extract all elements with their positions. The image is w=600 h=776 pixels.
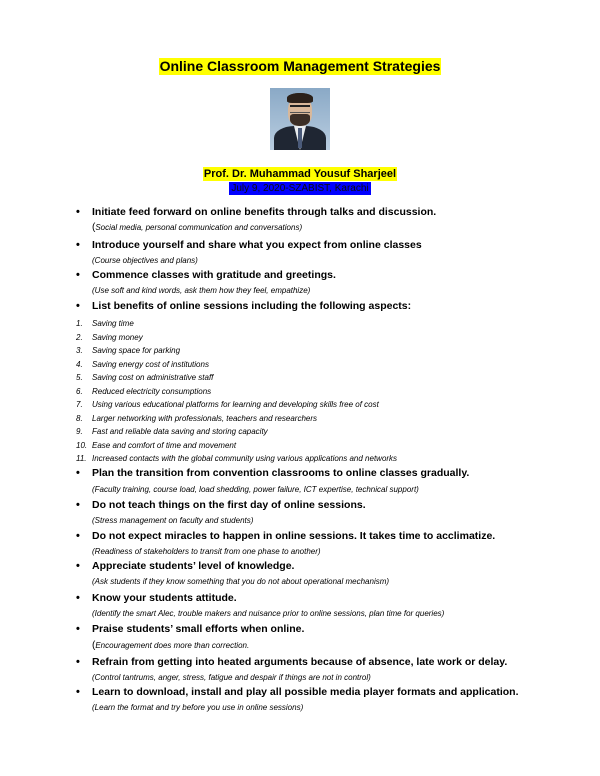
bullet-item: Commence classes with gratitude and greetings. [92, 269, 336, 281]
bullet-item: Initiate feed forward on online benefits through talks and discussion. [92, 206, 437, 218]
bullet-note: (Stress management on faculty and students) [92, 516, 254, 525]
note-text: Encouragement does more than correction. [95, 641, 250, 650]
bullet-note: (Faculty training, course load, load shedding, power failure, ICT expertise, technical support) [92, 485, 419, 494]
bullet-item: Know your students attitude. [92, 592, 237, 604]
list-item: Using various educational platforms for learning and developing skills free of cost [92, 400, 379, 409]
bullet-note: (Learn the format and try before you use in online sessions) [92, 703, 304, 712]
photo-tie [298, 128, 302, 148]
list-number: 1. [76, 319, 83, 328]
note-prefix: ( [92, 222, 96, 233]
list-number: 2. [76, 333, 83, 342]
list-number: 6. [76, 387, 83, 396]
photo-beard [290, 114, 310, 126]
page-title: Online Classroom Management Strategies [159, 58, 441, 74]
bullet-icon: • [76, 530, 80, 542]
list-number: 4. [76, 360, 83, 369]
bullet-icon: • [76, 206, 80, 218]
bullet-note [92, 222, 302, 233]
bullet-icon: • [76, 592, 80, 604]
bullet-item: Learn to download, install and play all possible media player formats and application. [92, 686, 519, 698]
list-number: 7. [76, 400, 83, 409]
bullet-note: (Control tantrums, anger, stress, fatigue and despair if things are not in control) [92, 673, 371, 682]
list-item: Saving money [92, 333, 143, 342]
list-item: Saving cost on administrative staff [92, 373, 214, 382]
portrait-photo [270, 88, 330, 150]
note-prefix: ( [92, 640, 96, 651]
bullet-icon: • [76, 656, 80, 668]
list-item: Reduced electricity consumptions [92, 387, 212, 396]
date-block [0, 178, 600, 196]
list-number: 3. [76, 346, 83, 355]
bullet-note: (Readiness of stakeholders to transit from one phase to another) [92, 547, 321, 556]
bullet-item: List benefits of online sessions including the following aspects: [92, 300, 412, 312]
bullet-item: Praise students’ small efforts when online. [92, 623, 305, 635]
bullet-icon: • [76, 560, 80, 572]
bullet-icon: • [76, 467, 80, 479]
list-item: Increased contacts with the global community using various applications and networks [92, 454, 398, 463]
list-number: 5. [76, 373, 83, 382]
list-item: Saving energy cost of institutions [92, 360, 209, 369]
bullet-item: Do not teach things on the first day of online sessions. [92, 499, 366, 511]
bullet-note: (Course objectives and plans) [92, 256, 198, 265]
note-text: Social media, personal communication and conversations) [95, 223, 303, 232]
list-item: Saving time [92, 319, 134, 328]
list-number: 10. [76, 441, 88, 450]
author-name: Prof. Dr. Muhammad Yousuf Sharjeel [203, 168, 397, 180]
bullet-note: (Ask students if they know something that you do not about operational mechanism) [92, 577, 390, 586]
list-item: Ease and comfort of time and movement [92, 441, 237, 450]
list-number: 8. [76, 414, 83, 423]
bullet-item: Introduce yourself and share what you expect from online classes [92, 239, 422, 251]
bullet-icon: • [76, 686, 80, 698]
bullet-icon: • [76, 623, 80, 635]
list-number: 9. [76, 427, 83, 436]
bullet-item: Do not expect miracles to happen in online sessions. It takes time to acclimatize. [92, 530, 496, 542]
bullet-icon: • [76, 300, 80, 312]
bullet-note: (Use soft and kind words, ask them how they feel, empathize) [92, 286, 311, 295]
list-item: Fast and reliable data saving and storing capacity [92, 427, 268, 436]
bullet-item: Plan the transition from convention classrooms to online classes gradually. [92, 467, 470, 479]
photo-glasses [290, 105, 310, 113]
title-block [0, 58, 600, 76]
bullet-icon: • [76, 269, 80, 281]
bullet-note [92, 640, 249, 651]
list-item: Saving space for parking [92, 346, 181, 355]
list-number: 11. [76, 454, 87, 463]
bullet-icon: • [76, 239, 80, 251]
list-item: Larger networking with professionals, teachers and researchers [92, 414, 318, 423]
date-line: July 9, 2020-SZABIST, Karachi [231, 183, 369, 194]
bullet-icon: • [76, 499, 80, 511]
photo-hair-top [287, 93, 313, 103]
bullet-note: (Identify the smart Alec, trouble makers and nuisance prior to online sessions, plan time for queries) [92, 609, 445, 618]
bullet-item: Appreciate students’ level of knowledge. [92, 560, 295, 572]
bullet-item: Refrain from getting into heated arguments because of absence, late work or delay. [92, 656, 508, 668]
